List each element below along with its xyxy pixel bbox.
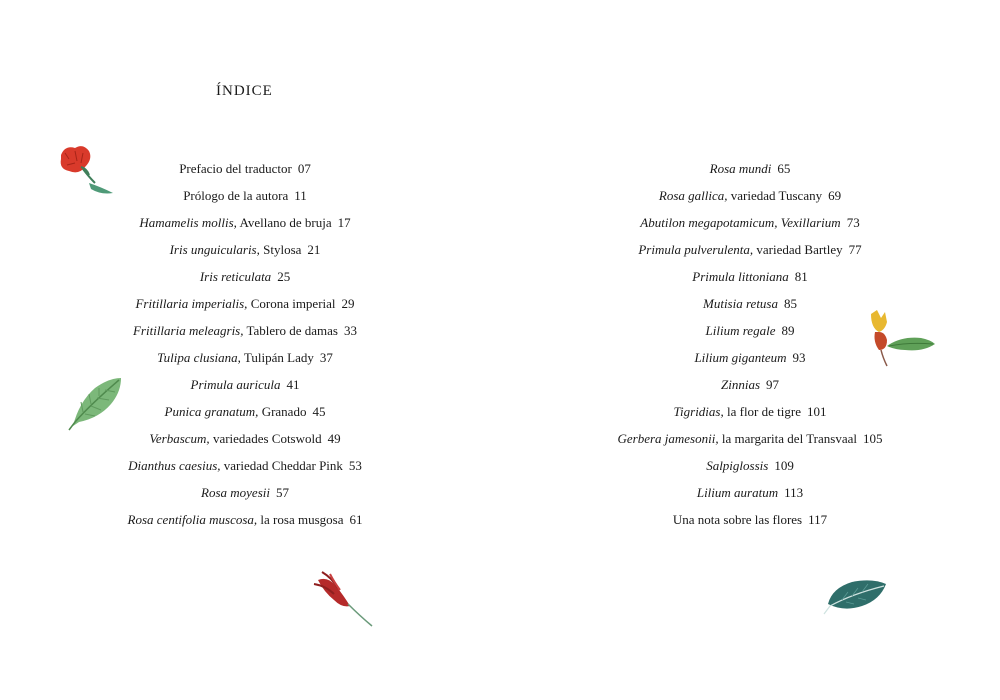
scientific-name: Primula pulverulenta,: [638, 242, 754, 257]
right-toc-entry: [600, 349, 900, 376]
right-toc-entry: [600, 484, 900, 511]
scientific-name: Fritillaria meleagris,: [132, 323, 244, 338]
page-number: 89: [781, 323, 795, 338]
common-name: Stylosa: [263, 242, 302, 257]
page-number: 109: [774, 458, 794, 473]
page-number: 69: [828, 188, 842, 203]
left-toc-entry: [95, 403, 395, 430]
page-number: 105: [863, 431, 883, 446]
common-name: Granado: [261, 404, 307, 419]
page-number: 77: [848, 242, 862, 257]
common-name: variedades Cotswold: [212, 431, 322, 446]
page-number: 45: [312, 404, 326, 419]
left-toc-entry: [95, 214, 395, 241]
scientific-name: Lilium auratum: [696, 485, 779, 500]
teal-leaf-icon: [822, 574, 890, 618]
scientific-name: Iris reticulata: [199, 269, 272, 284]
page-number: 57: [275, 485, 289, 500]
right-toc-entry: [600, 511, 900, 538]
left-toc-entry: [95, 376, 395, 403]
page-number: 65: [777, 161, 791, 176]
page-number: 29: [341, 296, 355, 311]
left-toc-entry: [95, 241, 395, 268]
scientific-name: Fritillaria imperialis,: [135, 296, 248, 311]
red-fuchsia-icon: [310, 568, 376, 630]
page-number: 11: [294, 188, 307, 203]
right-toc-entry: [600, 241, 900, 268]
common-name: Tulipán Lady: [243, 350, 314, 365]
scientific-name: Gerbera jamesonii,: [617, 431, 719, 446]
page-number: 101: [806, 404, 827, 419]
right-toc-entry: [600, 322, 900, 349]
common-name: Tablero de damas: [246, 323, 338, 338]
scientific-name: Punica granatum,: [164, 404, 259, 419]
page-number: 113: [784, 485, 804, 500]
page-number: 117: [808, 512, 828, 527]
scientific-name: Mutisia retusa: [703, 296, 778, 311]
toc-right: [600, 160, 900, 538]
scientific-name: Verbascum,: [149, 431, 210, 446]
common-name: Prólogo de la autora: [183, 188, 289, 203]
right-toc-entry: [600, 160, 900, 187]
toc-left: [95, 160, 395, 538]
left-toc-entry: [95, 484, 395, 511]
lily-bud-icon: [865, 306, 937, 370]
right-toc-entry: [600, 457, 900, 484]
left-toc-entry: [95, 160, 395, 187]
left-toc-entry: [95, 268, 395, 295]
red-carnation-icon: [55, 143, 117, 197]
left-toc-entry: [95, 457, 395, 484]
page-number: 49: [327, 431, 341, 446]
common-name: Corona imperial: [250, 296, 336, 311]
page-number: 33: [344, 323, 357, 338]
page-number: 21: [307, 242, 321, 257]
scientific-name: Hamamelis mollis,: [139, 215, 237, 230]
left-toc-entry: [95, 430, 395, 457]
right-toc-entry: [600, 268, 900, 295]
common-name: la margarita del Transvaal: [721, 431, 857, 446]
scientific-name: Primula auricula: [190, 377, 281, 392]
right-toc-entry: [600, 403, 900, 430]
common-name: la rosa musgosa: [260, 512, 344, 527]
page-number: 37: [319, 350, 333, 365]
scientific-name: Lilium regale: [705, 323, 776, 338]
page-number: 61: [349, 512, 363, 527]
page-number: 81: [794, 269, 808, 284]
common-name: variedad Cheddar Pink: [223, 458, 343, 473]
page-number: 85: [784, 296, 797, 311]
scientific-name: Zinnias: [720, 377, 760, 392]
common-name: Prefacio del traductor: [179, 161, 292, 176]
right-toc-entry: [600, 430, 900, 457]
common-name: la flor de tigre: [726, 404, 801, 419]
scientific-name: Tigridias,: [673, 404, 724, 419]
page-number: 25: [277, 269, 291, 284]
scientific-name: Rosa moyesii: [201, 485, 270, 500]
page-number: 97: [766, 377, 779, 392]
page-number: 93: [792, 350, 806, 365]
page-number: 53: [348, 458, 362, 473]
right-toc-entry: [600, 214, 900, 241]
scientific-name: Rosa mundi: [709, 161, 772, 176]
scientific-name: Rosa gallica,: [658, 188, 728, 203]
scientific-name: Abutilon megapotamicum, Vexillarium: [640, 215, 841, 230]
page-number: 07: [297, 161, 311, 176]
page-number: 41: [286, 377, 300, 392]
left-toc-entry: [95, 349, 395, 376]
right-toc-entry: [600, 295, 900, 322]
left-toc-entry: [95, 295, 395, 322]
common-name: Una nota sobre las flores: [672, 512, 803, 527]
left-toc-entry: [95, 187, 395, 214]
right-toc-entry: [600, 187, 900, 214]
scientific-name: Iris unguicularis,: [169, 242, 260, 257]
index-title: ÍNDICE: [216, 83, 273, 99]
right-page: [500, 0, 1000, 700]
common-name: variedad Bartley: [756, 242, 843, 257]
scientific-name: Primula littoniana: [692, 269, 789, 284]
right-toc-entry: [600, 376, 900, 403]
scientific-name: Tulipa clusiana,: [157, 350, 241, 365]
scientific-name: Lilium giganteum: [694, 350, 787, 365]
scientific-name: Dianthus caesius,: [128, 458, 221, 473]
scientific-name: Rosa centifolia muscosa,: [127, 512, 258, 527]
common-name: variedad Tuscany: [730, 188, 823, 203]
common-name: Avellano de bruja: [239, 215, 332, 230]
left-toc-entry: [95, 511, 395, 538]
page-number: 73: [846, 215, 860, 230]
page-number: 17: [337, 215, 351, 230]
green-leaf-icon: [65, 372, 125, 432]
scientific-name: Salpiglossis: [706, 458, 769, 473]
left-toc-entry: [95, 322, 395, 349]
